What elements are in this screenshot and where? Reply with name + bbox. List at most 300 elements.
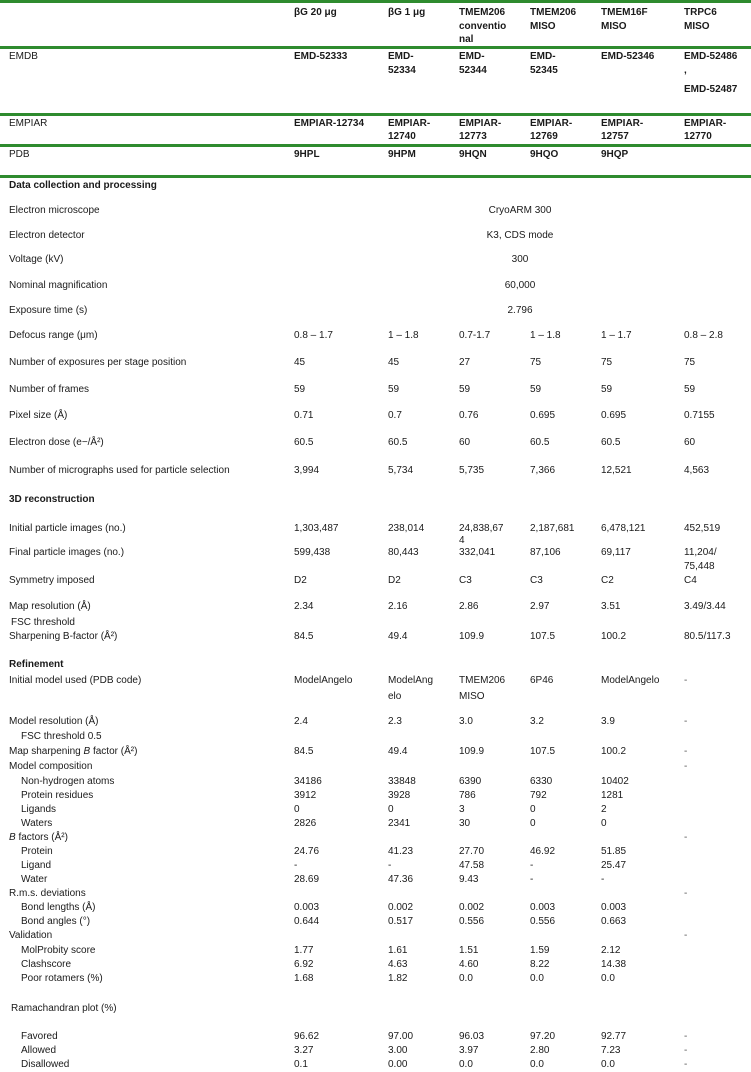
cell-value: 3.0 (459, 716, 473, 727)
cell-value: 1 – 1.7 (601, 330, 632, 341)
cell-value: 4,563 (684, 465, 710, 476)
column-header-tmem206-conv-l2: conventio (459, 21, 507, 32)
row-label: Exposure time (s) (9, 305, 88, 316)
cell-value: 6390 (459, 776, 482, 787)
cell-value: 11,204/ (684, 547, 717, 558)
empiar-value: 12773 (459, 131, 487, 142)
cell-value: 97.20 (530, 1031, 556, 1042)
cell-value: C2 (601, 575, 614, 586)
cell-value: 25.47 (601, 860, 627, 871)
cell-value: ModelAngelo (294, 675, 353, 686)
emdb-value: EMD-52346 (601, 51, 655, 62)
row-label: Initial particle images (no.) (9, 523, 126, 534)
cell-value: 6330 (530, 776, 553, 787)
cell-value: 3.9 (601, 716, 615, 727)
cell-value: TMEM206 (459, 675, 506, 686)
initial-model-row (0, 674, 751, 688)
cell-value: 75 (684, 357, 696, 368)
cell-value: 1.77 (294, 945, 314, 956)
model-composition-row (0, 760, 751, 774)
shared-value: 300 (511, 254, 529, 265)
label-part: factors (Å²) (15, 832, 68, 843)
cell-value: - (530, 874, 534, 885)
data-row (0, 436, 751, 450)
cell-value: 1.51 (459, 945, 479, 956)
cell-value: - (684, 716, 688, 727)
cell-value: 0.7155 (684, 410, 715, 421)
initial-model-row-2 (0, 690, 751, 704)
cell-value: 0.71 (294, 410, 314, 421)
ramachandran-row (0, 1030, 751, 1044)
composition-row (0, 803, 751, 817)
cell-value: 47.58 (459, 860, 485, 871)
cell-value: 599,438 (294, 547, 331, 558)
cell-value: C3 (530, 575, 543, 586)
row-label: Protein residues (21, 790, 94, 801)
cell-value: 1.59 (530, 945, 550, 956)
cell-value: D2 (388, 575, 401, 586)
cell-value: 5,735 (459, 465, 485, 476)
cell-value: 107.5 (530, 631, 556, 642)
emdb-value: 52334 (388, 65, 416, 76)
pdb-label: PDB (9, 149, 30, 160)
row-label: Ligand (21, 860, 52, 871)
cell-value: 3.51 (601, 601, 621, 612)
cell-value: 96.03 (459, 1031, 485, 1042)
row-label: Bond lengths (Å) (21, 902, 96, 913)
shared-value: 60,000 (504, 280, 536, 291)
fsc-05-row (0, 730, 751, 744)
cell-value: - (684, 675, 688, 686)
shared-value: CryoARM 300 (488, 205, 552, 216)
empiar-value: EMPIAR- (459, 118, 502, 129)
cell-value: 27 (459, 357, 471, 368)
model-resolution-row (0, 715, 751, 729)
cell-value: 51.85 (601, 846, 627, 857)
cell-value: 1.82 (388, 973, 408, 984)
cell-value: 1.68 (294, 973, 314, 984)
cell-value: elo (388, 691, 402, 702)
empiar-value: 12770 (684, 131, 712, 142)
row-label: Electron dose (e−/Å²) (9, 437, 104, 448)
data-row (0, 329, 751, 343)
fsc-threshold-row (0, 616, 751, 630)
cell-value: - (684, 1059, 688, 1070)
header-row (0, 6, 751, 20)
cell-value: - (684, 888, 688, 899)
column-header-trpc6-l1: TRPC6 (684, 7, 717, 18)
header-row-3 (0, 33, 751, 47)
cell-value: 27.70 (459, 846, 485, 857)
cell-value: 96.62 (294, 1031, 320, 1042)
cell-value: 30 (459, 818, 471, 829)
validation-row (0, 929, 751, 943)
cell-value: 60.5 (601, 437, 621, 448)
cell-value: 0.76 (459, 410, 479, 421)
rule-top (0, 0, 751, 3)
cell-value: 28.69 (294, 874, 320, 885)
shared-row (0, 304, 751, 318)
validation-row (0, 944, 751, 958)
cell-value: 46.92 (530, 846, 556, 857)
cell-value: 100.2 (601, 631, 627, 642)
cell-value: 452,519 (684, 523, 721, 534)
cell-value: 60 (459, 437, 471, 448)
cell-value: C4 (684, 575, 697, 586)
cell-value: 4.60 (459, 959, 479, 970)
column-header-tmem206-conv-l3: nal (459, 34, 474, 45)
pdb-value: 9HQO (530, 149, 559, 160)
row-label: Bond angles (°) (21, 916, 91, 927)
cell-value: ModelAngelo (601, 675, 660, 686)
composition-row (0, 817, 751, 831)
cell-value: 60.5 (530, 437, 550, 448)
cell-value: 3928 (388, 790, 411, 801)
empiar-label: EMPIAR (9, 118, 48, 129)
pdb-row (0, 148, 751, 162)
cell-value: 75 (601, 357, 613, 368)
cell-value: 84.5 (294, 746, 314, 757)
row-label: Allowed (21, 1045, 57, 1056)
emdb-value: EMD- (530, 51, 556, 62)
cell-value: 0.556 (530, 916, 556, 927)
map-sharpening-row (0, 745, 751, 759)
cell-value: 2341 (388, 818, 411, 829)
cell-value: 0.003 (294, 902, 320, 913)
cell-value: 332,041 (459, 547, 496, 558)
row-label (9, 745, 137, 759)
pdb-value: 9HPL (294, 149, 320, 160)
column-header-tmem16f-l1: TMEM16F (601, 7, 648, 18)
cell-value: 33848 (388, 776, 416, 787)
row-label: FSC threshold 0.5 (21, 731, 102, 742)
row-label: Nominal magnification (9, 280, 108, 291)
shared-row (0, 279, 751, 293)
final-particles-row-2 (0, 560, 751, 574)
composition-row (0, 789, 751, 803)
cell-value: C3 (459, 575, 472, 586)
cell-value: 0.695 (530, 410, 556, 421)
empiar-value: EMPIAR- (388, 118, 431, 129)
emdb-row-2 (0, 64, 751, 78)
header-row-2 (0, 20, 751, 34)
row-label: Model composition (9, 761, 93, 772)
row-label: Defocus range (μm) (9, 330, 98, 341)
row-label: Poor rotamers (%) (21, 973, 103, 984)
cell-value: 69,117 (601, 547, 631, 558)
cell-value: 0.695 (601, 410, 627, 421)
cell-value: 7,366 (530, 465, 556, 476)
cell-value: 0.7-1.7 (459, 330, 491, 341)
cell-value: 0.003 (530, 902, 556, 913)
column-header-tmem206-miso-l2: MISO (530, 21, 556, 32)
row-label: Disallowed (21, 1059, 70, 1070)
cell-value: 12,521 (601, 465, 632, 476)
cell-value: 1 – 1.8 (388, 330, 419, 341)
rule-below-empiar (0, 144, 751, 147)
rms-row (0, 915, 751, 929)
cell-value: 3.27 (294, 1045, 314, 1056)
cell-value: 2.97 (530, 601, 550, 612)
row-label: Ligands (21, 804, 57, 815)
cell-value: - (294, 860, 298, 871)
cell-value: 107.5 (530, 746, 556, 757)
map-resolution-row (0, 600, 751, 614)
rule-below-pdb (0, 175, 751, 178)
validation-row (0, 972, 751, 986)
cell-value: 1281 (601, 790, 624, 801)
column-header-tmem206-conv-l1: TMEM206 (459, 7, 506, 18)
empiar-row (0, 117, 751, 131)
cell-value: 792 (530, 790, 547, 801)
cell-value: 238,014 (388, 523, 425, 534)
cell-value: 10402 (601, 776, 629, 787)
cell-value: 3 (459, 804, 465, 815)
ramachandran-row (0, 1058, 751, 1072)
composition-row (0, 775, 751, 789)
row-label: R.m.s. deviations (9, 888, 86, 899)
cell-value: 59 (530, 384, 542, 395)
emdb-value: EMD-52333 (294, 51, 348, 62)
cell-value: 0 (530, 804, 536, 815)
empiar-value: EMPIAR-12734 (294, 118, 365, 129)
shared-row (0, 204, 751, 218)
cell-value: 75 (530, 357, 542, 368)
shared-row (0, 229, 751, 243)
cell-value: 87,106 (530, 547, 561, 558)
shared-row (0, 253, 751, 267)
section-title: Refinement (9, 659, 64, 670)
cell-value: 0.1 (294, 1059, 308, 1070)
cell-value: 3912 (294, 790, 317, 801)
row-label: Sharpening B-factor (Å²) (9, 631, 118, 642)
row-label: Number of exposures per stage position (9, 357, 187, 368)
cell-value: 2.4 (294, 716, 308, 727)
column-header-trpc6-l2: MISO (684, 21, 710, 32)
section-title: Data collection and processing (9, 180, 157, 191)
cell-value: 0.00 (388, 1059, 408, 1070)
cell-value: 59 (459, 384, 471, 395)
cell-value: 24,838,67 (459, 523, 504, 534)
emdb-row-3 (0, 83, 751, 97)
ramachandran-row (0, 1002, 751, 1016)
cell-value: 2.3 (388, 716, 402, 727)
cell-value: - (601, 874, 605, 885)
cell-value: ModelAng (388, 675, 434, 686)
emdb-value: EMD- (388, 51, 414, 62)
cell-value: 80.5/117.3 (684, 631, 731, 642)
cell-value: 2.16 (388, 601, 408, 612)
cell-value: 0 (601, 818, 607, 829)
cell-value: 0.0 (601, 973, 615, 984)
emdb-value: EMD-52486 (684, 51, 738, 62)
data-row (0, 356, 751, 370)
cell-value: 0.8 – 1.7 (294, 330, 333, 341)
cell-value: 3.00 (388, 1045, 408, 1056)
cell-value: 59 (294, 384, 306, 395)
cell-value: 45 (294, 357, 306, 368)
cell-value: 59 (388, 384, 400, 395)
empiar-value: EMPIAR- (530, 118, 573, 129)
cell-value: 109.9 (459, 631, 485, 642)
row-label: Validation (9, 930, 53, 941)
cell-value: - (530, 860, 534, 871)
row-label: Symmetry imposed (9, 575, 95, 586)
cell-value: 100.2 (601, 746, 627, 757)
row-label: Ramachandran plot (%) (11, 1003, 117, 1014)
cell-value: 3,994 (294, 465, 320, 476)
row-label: Clashscore (21, 959, 72, 970)
cell-value: 6P46 (530, 675, 554, 686)
section-heading-reconstruction (0, 493, 751, 507)
empiar-value: 12769 (530, 131, 558, 142)
cell-value: 75,448 (684, 561, 715, 572)
label-italic: B (83, 746, 91, 757)
emdb-label: EMDB (9, 51, 38, 62)
cell-value: 1 – 1.8 (530, 330, 561, 341)
cell-value: 41.23 (388, 846, 414, 857)
b-factors-row (0, 831, 751, 845)
cell-value: 1,303,487 (294, 523, 339, 534)
row-label: Favored (21, 1031, 58, 1042)
emdb-row (0, 50, 751, 64)
column-header-tmem16f-l2: MISO (601, 21, 627, 32)
cell-value: MISO (459, 691, 485, 702)
emdb-value: 52345 (530, 65, 558, 76)
emdb-value: EMD-52487 (684, 84, 738, 95)
cell-value: 60.5 (294, 437, 314, 448)
cell-value: 34186 (294, 776, 322, 787)
row-label: Number of frames (9, 384, 90, 395)
rule-below-emdb (0, 113, 751, 116)
data-row (0, 464, 751, 478)
row-label: Electron detector (9, 230, 85, 241)
cell-value: 7.23 (601, 1045, 621, 1056)
cell-value: 24.76 (294, 846, 320, 857)
cell-value: - (684, 930, 688, 941)
cell-value: 2,187,681 (530, 523, 575, 534)
b-factor-row (0, 873, 751, 887)
cell-value: 59 (684, 384, 696, 395)
row-label (9, 831, 68, 845)
row-label: Map resolution (Å) (9, 601, 91, 612)
empiar-row-2 (0, 130, 751, 144)
row-label: Protein (21, 846, 53, 857)
empiar-value: 12740 (388, 131, 416, 142)
row-label: Number of micrographs used for particle selection (9, 465, 230, 476)
sharpening-row (0, 630, 751, 644)
cell-value: 3.49/3.44 (684, 601, 726, 612)
shared-value: 2.796 (507, 305, 533, 316)
ramachandran-row (0, 1044, 751, 1058)
cell-value: 0.644 (294, 916, 320, 927)
row-label: Voltage (kV) (9, 254, 64, 265)
validation-row (0, 958, 751, 972)
cell-value: 60.5 (388, 437, 408, 448)
empiar-value: EMPIAR- (684, 118, 727, 129)
cell-value: - (684, 761, 688, 772)
cell-value: 97.00 (388, 1031, 414, 1042)
cell-value: 0.0 (601, 1059, 615, 1070)
pdb-value: 9HQN (459, 149, 487, 160)
cell-value: 0.8 – 2.8 (684, 330, 723, 341)
emdb-value: , (684, 65, 687, 76)
emdb-value: 52344 (459, 65, 487, 76)
cell-value: 92.77 (601, 1031, 627, 1042)
cell-value: 0.7 (388, 410, 402, 421)
label-part: Map sharpening (9, 746, 84, 757)
row-label: Waters (21, 818, 53, 829)
final-particles-row (0, 546, 751, 560)
row-label: FSC threshold (11, 617, 75, 628)
cell-value: 0.0 (459, 1059, 473, 1070)
cell-value: 0 (294, 804, 300, 815)
row-label: Water (21, 874, 48, 885)
cell-value: 9.43 (459, 874, 479, 885)
cell-value: 0.517 (388, 916, 414, 927)
row-label: MolProbity score (21, 945, 96, 956)
row-label: Model resolution (Å) (9, 716, 99, 727)
cell-value: 14.38 (601, 959, 627, 970)
cell-value: D2 (294, 575, 307, 586)
cell-value: 47.36 (388, 874, 414, 885)
empiar-value: EMPIAR- (601, 118, 644, 129)
cell-value: 2.34 (294, 601, 314, 612)
cell-value: 0.0 (530, 1059, 544, 1070)
cell-value: 0.002 (459, 902, 485, 913)
cell-value: 84.5 (294, 631, 314, 642)
column-header-bg1: βG 1 μg (388, 7, 426, 18)
pdb-value: 9HQP (601, 149, 629, 160)
b-factor-row (0, 845, 751, 859)
cell-value: 2826 (294, 818, 317, 829)
cell-value: 8.22 (530, 959, 550, 970)
cell-value: 80,443 (388, 547, 419, 558)
cell-value: 2.80 (530, 1045, 550, 1056)
row-label: Pixel size (Å) (9, 410, 68, 421)
cell-value: 0.0 (530, 973, 544, 984)
row-label: Final particle images (no.) (9, 547, 125, 558)
cell-value: 45 (388, 357, 400, 368)
cell-value: - (388, 860, 392, 871)
row-label: Electron microscope (9, 205, 100, 216)
cell-value: 0.556 (459, 916, 485, 927)
emdb-value: EMD- (459, 51, 485, 62)
cell-value: 6.92 (294, 959, 314, 970)
cell-value: 49.4 (388, 631, 408, 642)
cell-value: 0.003 (601, 902, 627, 913)
cell-value: 2.86 (459, 601, 479, 612)
cell-value: 59 (601, 384, 613, 395)
cell-value: 60 (684, 437, 696, 448)
label-italic: B (9, 832, 16, 843)
cell-value: 2.12 (601, 945, 621, 956)
column-header-bg20: βG 20 μg (294, 7, 337, 18)
cell-value: 0.002 (388, 902, 414, 913)
cell-value: 0.663 (601, 916, 627, 927)
row-label: Initial model used (PDB code) (9, 675, 142, 686)
shared-value: K3, CDS mode (486, 230, 554, 241)
cell-value: - (684, 746, 688, 757)
cell-value: 6,478,121 (601, 523, 646, 534)
cell-value: 109.9 (459, 746, 485, 757)
cell-value: - (684, 832, 688, 843)
cell-value: 2 (601, 804, 607, 815)
cell-value: 49.4 (388, 746, 408, 757)
cell-value: 1.61 (388, 945, 408, 956)
cell-value: 3.97 (459, 1045, 479, 1056)
cell-value: 4 (459, 535, 465, 546)
